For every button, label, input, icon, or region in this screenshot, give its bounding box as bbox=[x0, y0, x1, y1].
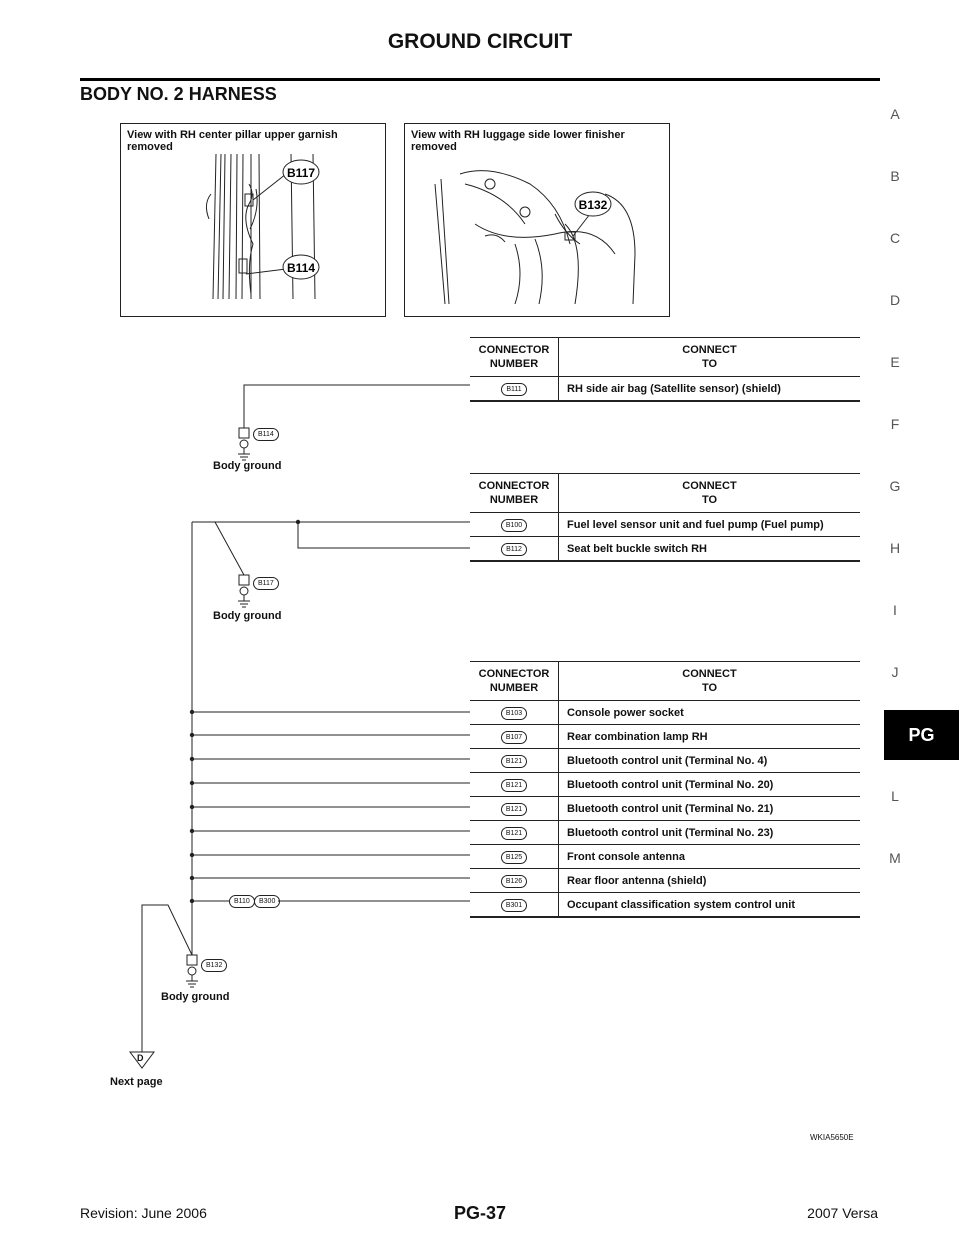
table-row bbox=[470, 773, 860, 797]
connector-number: B125 bbox=[501, 851, 527, 864]
inline-connector-b300: B300 bbox=[254, 895, 280, 908]
connect-to: Front console antenna bbox=[559, 845, 861, 869]
table-row bbox=[470, 749, 860, 773]
connect-to: Rear combination lamp RH bbox=[559, 725, 861, 749]
connect-to: RH side air bag (Satellite sensor) (shield) bbox=[559, 377, 861, 402]
svg-text:B132: B132 bbox=[578, 198, 608, 212]
connector-number: B103 bbox=[501, 707, 527, 720]
ground-label-b132: Body ground bbox=[161, 991, 230, 1003]
ground-connector-b117: B117 bbox=[253, 577, 279, 590]
connect-to: Bluetooth control unit (Terminal No. 20) bbox=[559, 773, 861, 797]
col-header-connect-to: CONNECT TO bbox=[559, 474, 861, 513]
side-index-l[interactable]: L bbox=[891, 788, 899, 804]
connect-to: Occupant classification system control unit bbox=[559, 893, 861, 918]
table-row bbox=[470, 845, 860, 869]
col-header-connector-number: CONNECTOR NUMBER bbox=[470, 474, 559, 513]
connector-number: B301 bbox=[501, 899, 527, 912]
connector-number: B111 bbox=[501, 383, 526, 396]
side-index-a[interactable]: A bbox=[890, 106, 900, 122]
side-index-f[interactable]: F bbox=[890, 416, 900, 432]
side-index-pg-active[interactable]: PG bbox=[884, 710, 959, 760]
table-row bbox=[470, 377, 860, 402]
footer-revision: Revision: June 2006 bbox=[80, 1205, 207, 1221]
view-title: View with RH center pillar upper garnish removed bbox=[127, 129, 338, 153]
connector-number: B126 bbox=[501, 875, 527, 888]
ground-label-b117: Body ground bbox=[213, 610, 282, 622]
col-header-connector-number: CONNECTOR NUMBER bbox=[470, 662, 559, 701]
connector-number: B121 bbox=[501, 755, 527, 768]
table-row bbox=[470, 537, 860, 562]
view-title: View with RH luggage side lower finisher removed bbox=[411, 129, 625, 153]
connector-table-b114 bbox=[470, 337, 860, 402]
connector-number: B121 bbox=[501, 827, 527, 840]
side-index-j[interactable]: J bbox=[891, 664, 899, 680]
connect-to: Bluetooth control unit (Terminal No. 23) bbox=[559, 821, 861, 845]
connect-to: Seat belt buckle switch RH bbox=[559, 537, 861, 562]
footer-model: 2007 Versa bbox=[807, 1205, 878, 1221]
svg-text:B114: B114 bbox=[286, 261, 316, 275]
connector-table-b132 bbox=[470, 661, 860, 918]
table-row bbox=[470, 701, 860, 725]
inline-connector-b110: B110 bbox=[229, 895, 255, 908]
next-page-letter: D bbox=[137, 1053, 144, 1063]
figure-id: WKIA5650E bbox=[810, 1133, 854, 1142]
connect-to: Rear floor antenna (shield) bbox=[559, 869, 861, 893]
connector-number: B112 bbox=[501, 543, 527, 556]
connect-to: Console power socket bbox=[559, 701, 861, 725]
connector-number: B121 bbox=[501, 779, 527, 792]
ground-label-b114: Body ground bbox=[213, 460, 282, 472]
connector-number: B107 bbox=[501, 731, 527, 744]
connect-to: Bluetooth control unit (Terminal No. 4) bbox=[559, 749, 861, 773]
ground-symbol-b117 bbox=[238, 575, 250, 607]
footer-page-number: PG-37 bbox=[453, 1203, 507, 1223]
table-row bbox=[470, 821, 860, 845]
side-index-h[interactable]: H bbox=[889, 540, 901, 556]
side-index-g[interactable]: G bbox=[889, 478, 901, 494]
side-index-b[interactable]: B bbox=[890, 168, 900, 184]
connector-table-b117 bbox=[470, 473, 860, 562]
ground-connector-b114: B114 bbox=[253, 428, 279, 441]
table-row bbox=[470, 513, 860, 537]
table-row bbox=[470, 797, 860, 821]
section-title: BODY NO. 2 HARNESS bbox=[80, 84, 277, 104]
side-index-e[interactable]: E bbox=[890, 354, 900, 370]
next-page-label[interactable]: Next page bbox=[110, 1076, 163, 1088]
table-row bbox=[470, 893, 860, 918]
side-index-d[interactable]: D bbox=[889, 292, 901, 308]
connect-to: Fuel level sensor unit and fuel pump (Fuel pump) bbox=[559, 513, 861, 537]
connector-number: B100 bbox=[501, 519, 527, 532]
col-header-connect-to: CONNECT TO bbox=[559, 662, 861, 701]
col-header-connector-number: CONNECTOR NUMBER bbox=[470, 338, 559, 377]
page-header-title: GROUND CIRCUIT bbox=[387, 30, 573, 53]
side-index-m[interactable]: M bbox=[889, 850, 901, 866]
ground-symbol-b114 bbox=[238, 428, 250, 460]
table-row bbox=[470, 869, 860, 893]
side-index-c[interactable]: C bbox=[889, 230, 901, 246]
col-header-connect-to: CONNECT TO bbox=[559, 338, 861, 377]
connect-to: Bluetooth control unit (Terminal No. 21) bbox=[559, 797, 861, 821]
ground-connector-b132: B132 bbox=[201, 959, 227, 972]
side-index-i[interactable]: I bbox=[893, 602, 897, 618]
table-row bbox=[470, 725, 860, 749]
ground-symbol-b132 bbox=[186, 955, 198, 987]
svg-text:B117: B117 bbox=[286, 166, 316, 180]
connector-number: B121 bbox=[501, 803, 527, 816]
